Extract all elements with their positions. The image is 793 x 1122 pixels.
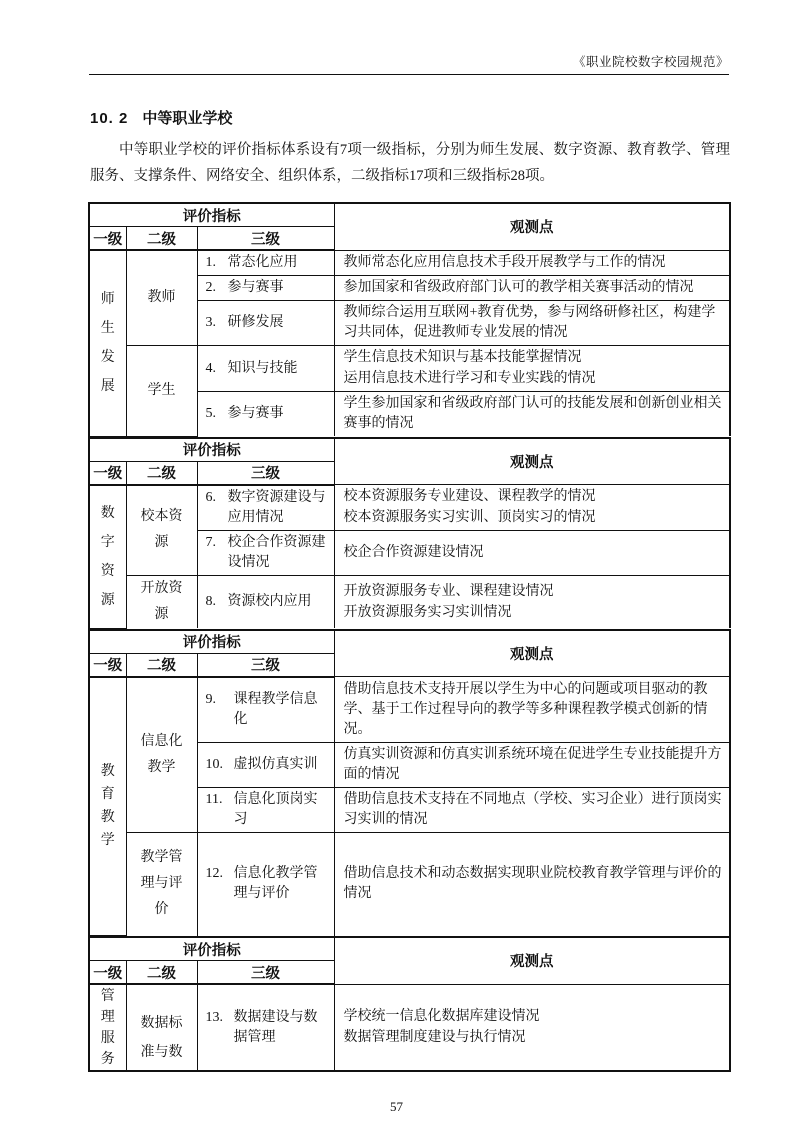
observation-cell: 仿真实训资源和仿真实训系统环境在促进学生专业技能提升方面的情况	[334, 743, 730, 788]
header-eval-indicators: 评价指标	[89, 937, 334, 961]
header-level-1: 一级	[89, 227, 126, 251]
table-block-digital-resources	[88, 437, 731, 629]
level2-cell: 开放资源	[126, 576, 197, 629]
table-row	[89, 576, 730, 629]
header-level-1: 一级	[89, 961, 126, 985]
level3-cell: 6. 数字资源建设与应用情况	[197, 485, 334, 531]
level2-cell: 教学管理与评价	[126, 833, 197, 936]
header-level-1: 一级	[89, 461, 126, 485]
level2-cell: 教师	[126, 250, 197, 346]
running-header	[89, 0, 729, 75]
header-observation-points: 观测点	[334, 937, 730, 984]
level3-cell: 1. 常态化应用	[197, 250, 334, 276]
level1-cell: 教育教学	[89, 677, 126, 936]
observation-cell: 借助信息技术和动态数据实现职业院校教育教学管理与评价的情况	[334, 833, 730, 936]
level3-cell: 7. 校企合作资源建设情况	[197, 531, 334, 576]
table-row	[89, 984, 730, 1071]
level1-cell: 师生发展	[89, 250, 126, 436]
header-eval-indicators: 评价指标	[89, 630, 334, 654]
header-level-2: 二级	[126, 961, 197, 985]
observation-cell: 学校统一信息化数据库建设情况 数据管理制度建设与执行情况	[334, 984, 730, 1071]
header-level-2: 二级	[126, 227, 197, 251]
level3-cell: 3. 研修发展	[197, 301, 334, 346]
table-row	[89, 346, 730, 392]
table-row	[89, 250, 730, 276]
table-row	[89, 677, 730, 743]
header-level-3: 三级	[197, 961, 334, 985]
observation-cell: 参加国家和省级政府部门认可的教学相关赛事活动的情况	[334, 276, 730, 301]
observation-cell: 教师综合运用互联网+教育优势，参与网络研修社区，构建学习共同体，促进教师专业发展的情况	[334, 301, 730, 346]
doc-title: 《职业院校数字校园规范》	[572, 55, 729, 69]
observation-cell: 学生信息技术知识与基本技能掌握情况 运用信息技术进行学习和专业实践的情况	[334, 346, 730, 392]
header-level-3: 三级	[197, 461, 334, 485]
observation-cell: 校企合作资源建设情况	[334, 531, 730, 576]
level1-cell: 数字资源	[89, 485, 126, 629]
level3-cell: 10. 虚拟仿真实训	[197, 743, 334, 788]
observation-cell: 校本资源服务专业建设、课程教学的情况 校本资源服务实习实训、顶岗实习的情况	[334, 485, 730, 531]
level2-cell: 信息化教学	[126, 677, 197, 833]
header-observation-points: 观测点	[334, 630, 730, 677]
level3-cell: 2. 参与赛事	[197, 276, 334, 301]
table-block-education-teaching	[88, 629, 731, 937]
header-observation-points: 观测点	[334, 438, 730, 485]
level1-cell: 管理服务	[89, 984, 126, 1071]
level3-cell: 11. 信息化顶岗实习	[197, 788, 334, 833]
level2-cell: 数据标准与数	[126, 984, 197, 1071]
intro-paragraph: 中等职业学校的评价指标体系设有7项一级指标，分别为师生发展、数字资源、教育教学、管理服务、支撑条件、网络安全、组织体系，二级指标17项和三级指标28项。	[90, 142, 730, 184]
header-level-2: 二级	[126, 461, 197, 485]
header-eval-indicators: 评价指标	[89, 438, 334, 462]
section-title: 中等职业学校	[142, 110, 233, 127]
level3-cell: 8. 资源校内应用	[197, 576, 334, 629]
observation-cell: 借助信息技术支持开展以学生为中心的问题或项目驱动的教学、基于工作过程导向的教学等多种课程教学模式创新的情况。	[334, 677, 730, 743]
header-eval-indicators: 评价指标	[89, 203, 334, 227]
section-heading	[90, 107, 729, 128]
level3-cell: 5. 参与赛事	[197, 392, 334, 437]
observation-cell: 学生参加国家和省级政府部门认可的技能发展和创新创业相关赛事的情况	[334, 392, 730, 437]
level2-cell: 校本资源	[126, 485, 197, 576]
table-row	[89, 485, 730, 531]
header-level-1: 一级	[89, 653, 126, 677]
table-block-management-services	[88, 936, 731, 1072]
table-row	[89, 833, 730, 936]
header-observation-points: 观测点	[334, 203, 730, 250]
observation-cell: 开放资源服务专业、课程建设情况 开放资源服务实习实训情况	[334, 576, 730, 629]
header-level-3: 三级	[197, 227, 334, 251]
observation-cell: 借助信息技术支持在不同地点（学校、实习企业）进行顶岗实习实训的情况	[334, 788, 730, 833]
level3-cell: 9. 课程教学信息化	[197, 677, 334, 743]
header-level-3: 三级	[197, 653, 334, 677]
observation-cell: 教师常态化应用信息技术手段开展教学与工作的情况	[334, 250, 730, 276]
level3-cell: 4. 知识与技能	[197, 346, 334, 392]
level2-cell: 学生	[126, 346, 197, 437]
evaluation-indicator-tables	[88, 202, 729, 1072]
level3-cell: 12. 信息化教学管理与评价	[197, 833, 334, 936]
level3-cell: 13. 数据建设与数据管理	[197, 984, 334, 1071]
section-number: 10. 2	[90, 110, 129, 127]
page-number: 57	[390, 1099, 403, 1114]
table-block-teacher-student-development	[88, 202, 731, 437]
header-level-2: 二级	[126, 653, 197, 677]
